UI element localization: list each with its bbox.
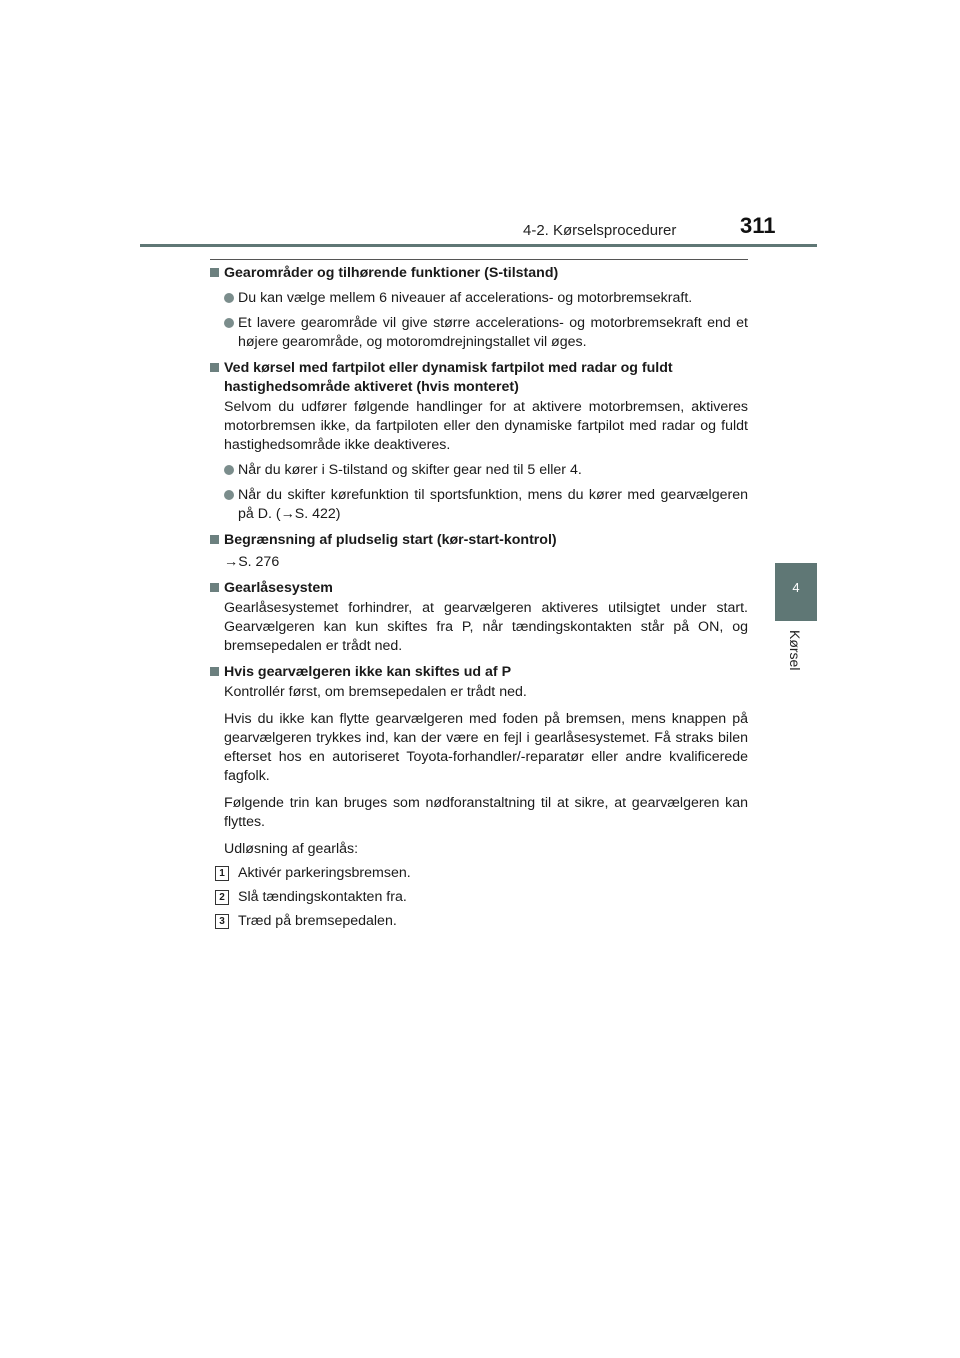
section-drive-start-control (210, 531, 748, 572)
bullet-item: Når du kører i S-tilstand og skifter gear ned til 5 eller 4. (210, 461, 748, 480)
bullet-item: Når du skifter kørefunktion til sportsfunktion, mens du kører med gearvælgeren på D. (→S. 422) (210, 486, 748, 524)
section-shift-lock (210, 579, 748, 656)
section-heading: Gearlåsesystem (210, 579, 748, 598)
section-heading: Hvis gearvælgeren ikke kan skiftes ud af P (210, 663, 748, 682)
step-item: 3 Træd på bremsepedalen. (210, 912, 748, 931)
step-number-box: 3 (215, 914, 229, 929)
chapter-tab (775, 563, 817, 621)
square-bullet-icon (210, 363, 219, 372)
round-bullet-icon (224, 465, 234, 475)
step-item: 2 Slå tændingskontakten fra. (210, 888, 748, 907)
square-bullet-icon (210, 667, 219, 676)
round-bullet-icon (224, 293, 234, 303)
round-bullet-icon (224, 318, 234, 328)
paragraph: Gearlåsesystemet forhindrer, at gearvælgeren aktiveres utilsigtet under start. Gearvælgeren kan kun skiftes fra P, når tændingskontakten står på ON, og bremsepedalen er trådt ned. (224, 600, 748, 654)
square-bullet-icon (210, 535, 219, 544)
section-heading: Gearområder og tilhørende funktioner (S-tilstand) (210, 264, 748, 283)
content-rule (210, 259, 748, 260)
step-number-box: 1 (215, 866, 229, 881)
section-cruise-control (210, 359, 748, 524)
page-reference: →S. 276 (224, 554, 280, 570)
section-heading: Begrænsning af pludselig start (kør-start-kontrol) (210, 531, 748, 550)
square-bullet-icon (210, 583, 219, 592)
bullet-item: Et lavere gearområde vil give større accelerations- og motorbremsekraft end et højere gearområde, og motoromdrejningstallet vil øges. (210, 314, 748, 352)
round-bullet-icon (224, 490, 234, 500)
paragraph: Kontrollér først, om bremsepedalen er trådt ned. (224, 684, 527, 700)
paragraph: Hvis du ikke kan flytte gearvælgeren med foden på bremsen, mens knappen på gearvælgeren trykkes ind, kan der være en fejl i gearlåsesystemet. Få straks bilen efterset hos en autoriseret Toyota-forhandler/-reparatør eller andre kvalificerede fagfolk. (224, 711, 748, 784)
step-item: 1 Aktivér parkeringsbremsen. (210, 864, 748, 883)
paragraph: Selvom du udfører følgende handlinger for at aktivere motorbremsen, aktiveres motorbremsen ikke, da fartpiloten eller den dynamiske fartpilot med radar og fuldt hastighedsområde ikke deaktiveres. (224, 399, 748, 453)
section-gear-ranges (210, 264, 748, 352)
header-section-title: 4-2. Kørselsprocedurer (523, 222, 677, 239)
chapter-tab-label: Kørsel (787, 630, 803, 671)
chapter-tab-number: 4 (792, 580, 800, 595)
page-content (210, 264, 748, 938)
page-number: 311 (740, 213, 776, 238)
paragraph: Udløsning af gearlås: (224, 841, 359, 857)
square-bullet-icon (210, 268, 219, 277)
step-number-box: 2 (215, 890, 229, 905)
section-heading: Ved kørsel med fartpilot eller dynamisk fartpilot med radar og fuldt hastighedsområde aktiveret (hvis monteret) (210, 359, 748, 397)
paragraph: Følgende trin kan bruges som nødforanstaltning til at sikre, at gearvælgeren kan flyttes. (224, 795, 748, 830)
bullet-item: Du kan vælge mellem 6 niveauer af accelerations- og motorbremsekraft. (210, 289, 748, 308)
section-shift-lock-release (210, 663, 748, 931)
header-rule (140, 244, 817, 247)
